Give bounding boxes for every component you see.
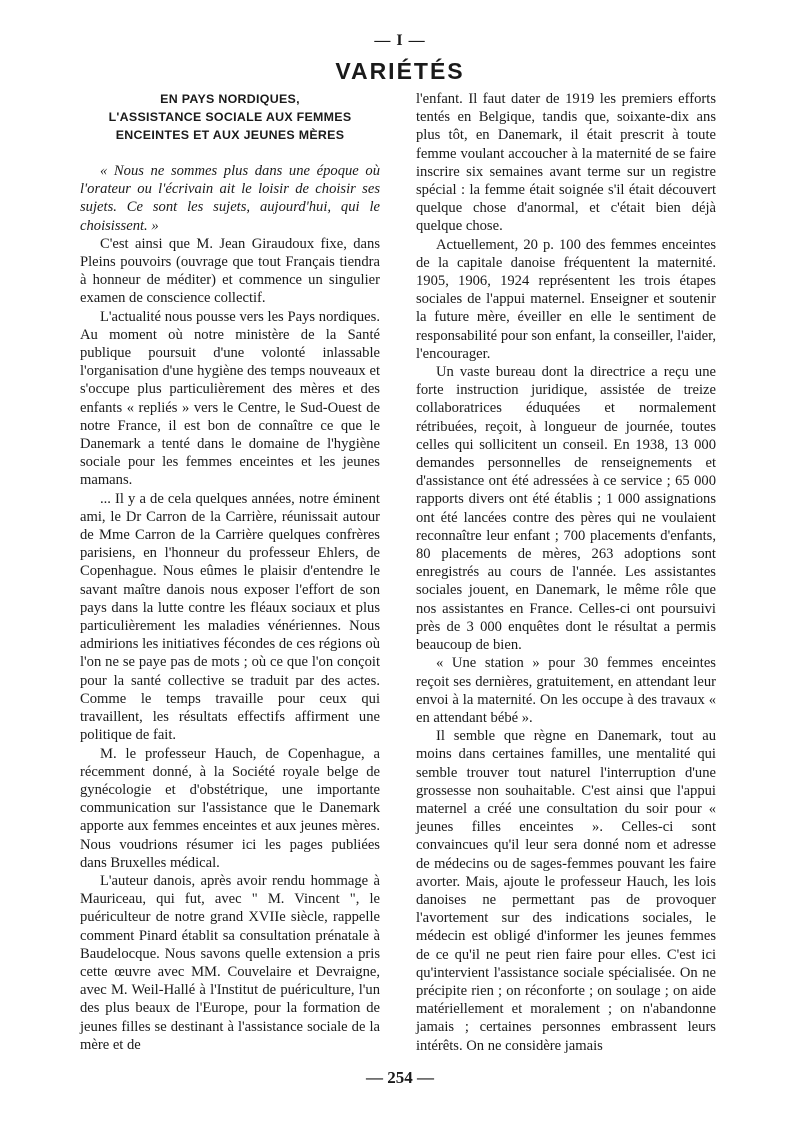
paragraph-continued: l'enfant. Il faut dater de 1919 les premiers efforts tentés en Belgique, tandis que, soixante-dix ans plus tôt, en Danemark, il était prescrit à toute femme voulant accoucher à la maternité de se faire inscrire six semaines avant terme sur un registre spécial : la femme était soignée s'il était découvert quelque chose d'anormal, et c'était bien déjà quelque chose. <box>416 91 716 235</box>
heading-line: EN PAYS NORDIQUES, <box>160 92 300 106</box>
article-heading <box>80 90 380 144</box>
paragraph: C'est ainsi que M. Jean Giraudoux fixe, dans Pleins pouvoirs (ouvrage que tout Français tiendra à honneur de méditer) et commence un singulier examen de conscience collectif. <box>80 235 380 307</box>
top-page-number: — I — <box>374 32 426 49</box>
paragraph: Actuellement, 20 p. 100 des femmes enceintes de la capitale danoise fréquentent la maternité. 1905, 1906, 1924 représentent les trois étapes sociales de l'appui maternel. Enseigner et soutenir la future mère, éveiller en elle le sentiment de responsabilité pour son enfant, la conseiller, l'aider, l'encourager. <box>416 236 716 362</box>
heading-line: ENCEINTES ET AUX JEUNES MÈRES <box>115 128 345 142</box>
paragraph: ... Il y a de cela quelques années, notre éminent ami, le Dr Carron de la Carrière, réunissait autour de Mme Carron de la Carrière quelques confrères parisiens, en l'honneur du professeur Ehlers, de Copenhague. Nous eûmes le plaisir d'entendre le savant maître danois nous exposer l'effort de son pays dans la lutte contre les fléaux sociaux et plus particulièrement les maladies vénériennes. Nous admirions les initiatives fécondes de ces régions où l'on ne se paye pas de mots ; où ce que l'on conçoit pour la santé collective se traduit par des actes. Comme le temps travaille pour ceux qui travaillent, les résultats effectifs affirment une politique de fait. <box>80 490 380 744</box>
paragraph: M. le professeur Hauch, de Copenhague, a récemment donné, à la Société royale belge de gynécologie et d'obstétrique, une importante communication sur l'assistance que le Danemark apporte aux femmes enceintes et aux jeunes mères. Nous voudrions résumer ici les pages publiées dans Bruxelles médical. <box>80 745 380 871</box>
paragraph-quote: « Nous ne sommes plus dans une époque où l'orateur ou l'écrivain ait le loisir de choisir ses sujets. Ce sont les sujets, aujourd'hui, qui le choisissent. » <box>80 163 380 234</box>
page-number: — 254 — <box>366 1068 434 1087</box>
paragraph: L'actualité nous pousse vers les Pays nordiques. Au moment où notre ministère de la Santé publique poursuit d'une volonté inlassable l'organisation d'une hygiène des temps nouveaux et s'occupe plus particulièrement des mères et des enfants « repliés » vers le Centre, le Sud-Ouest de notre France, il est bon de connaître ce que le Danemark a tenté dans le domaine de l'hygiène sociale pour les femmes enceintes et les jeunes mamans. <box>80 308 380 489</box>
paragraph: Un vaste bureau dont la directrice a reçu une forte instruction juridique, assistée de treize collaboratrices éduquées et normalement rétribuées, reçoit, à longueur de journée, toutes celles qui sollicitent un conseil. En 1938, 13 000 demandes personnelles de renseignements et d'assistance ont été adressées à ce service ; 65 000 rapports divers ont été établis ; 1 000 assignations ont été lancées contre des pères qui ne voulaient reconnaître leur enfant ; 700 placements d'enfants, 80 placements de mères, 263 adoptions sont enregistrés au cours de l'année. Les assistantes sociales jouent, en Danemark, le même rôle que nos assistantes en France. Celles-ci ont poursuivi près de 3 000 enquêtes dont le résultat a permis beaucoup de bien. <box>416 364 716 654</box>
left-column <box>80 90 380 1054</box>
paragraph: « Une station » pour 30 femmes enceintes reçoit ses dernières, gratuitement, en attendant leur envoi à la maternité. On les occupe à des travaux « en attendant bébé ». <box>416 655 716 726</box>
right-column <box>416 90 716 1055</box>
heading-line: L'ASSISTANCE SOCIALE AUX FEMMES <box>108 110 352 124</box>
paragraph: L'auteur danois, après avoir rendu hommage à Mauriceau, qui fut, avec " M. Vincent ", le puériculteur de notre grand XVIIe siècle, rappelle comment Pinard établit sa consultation prénatale à Baudelocque. Nous savons quelle extension a pris cette œuvre avec MM. Couvelaire et Devraigne, avec M. Weil-Hallé à l'Institut de puériculture, l'un des plus beaux de l'Europe, pour la formation de jeunes filles se destinant à l'assistance sociale de la mère et de <box>80 872 380 1053</box>
paragraph: Il semble que règne en Danemark, tout au moins dans certaines familles, une mentalité qui semble trouver tout naturel l'interruption d'une grossesse non souhaitable. C'est ainsi que l'appui maternel a créé une consultation du soir pour « jeunes filles enceintes ». Celles-ci sont convaincues qu'il leur sera donné nom et adresse de médecins ou de sages-femmes pouvant les faire avorter. Mais, ajoute le professeur Hauch, les lois danoises ne permettant pas de provoquer l'avortement sur des indications sociales, le médecin est obligé d'informer les jeunes femmes de ce qu'il ne peut rien faire pour elles. C'est ici qu'intervient l'assistance sociale spécialisée. On ne précipite rien ; on réconforte ; on soulage ; on aide matériellement et moralement ; on n'abandonne jamais ; certaines personnes embrassent leurs intérêts. On ne considère jamais <box>416 728 716 1054</box>
section-title: VARIÉTÉS <box>335 58 465 84</box>
